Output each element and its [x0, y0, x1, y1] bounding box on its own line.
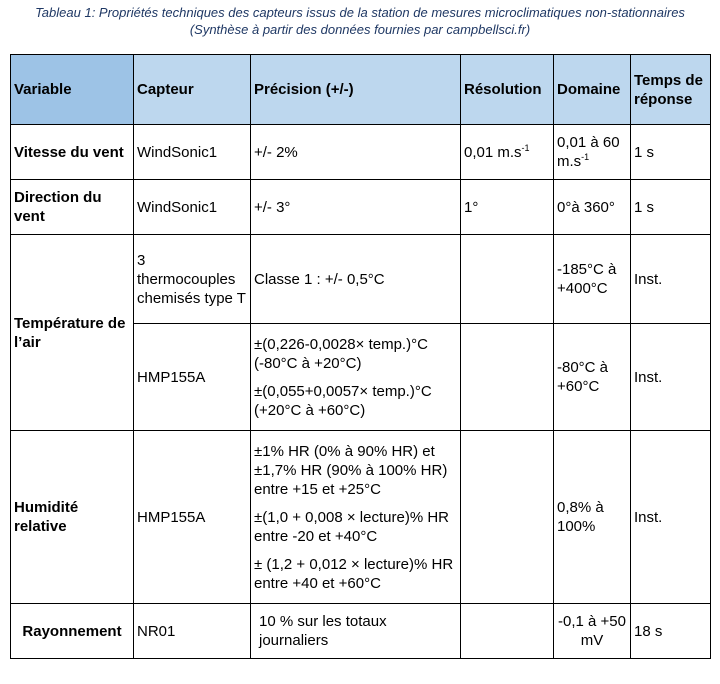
capteur-cell: NR01 — [134, 604, 251, 659]
variable-cell: Humidité relative — [11, 431, 134, 604]
resolution-cell — [461, 235, 554, 324]
temps-cell: 18 s — [631, 604, 711, 659]
header-precision: Précision (+/-) — [251, 55, 461, 125]
variable-cell: Vitesse du vent — [11, 125, 134, 180]
temps-cell: 1 s — [631, 180, 711, 235]
header-temps: Temps de réponse — [631, 55, 711, 125]
header-domaine: Domaine — [554, 55, 631, 125]
precision-cell: +/- 3° — [251, 180, 461, 235]
header-row — [11, 55, 711, 125]
domaine-cell: 0,01 à 60 $m.s^{-1}$ — [554, 125, 631, 180]
precision-line: ±1% HR (0% à 90% HR) et ±1,7% HR (90% à 100% HR) entre +15 et +25°C — [254, 442, 448, 498]
table-row — [11, 180, 711, 235]
capteur-cell: HMP155A — [134, 324, 251, 431]
capteur-cell: WindSonic1 — [134, 125, 251, 180]
temps-cell: Inst. — [631, 235, 711, 324]
caption-line-1: Tableau 1: Propriétés techniques des capteurs issus de la station de mesures microclimatiques non-stationnaires — [35, 5, 685, 20]
precision-cell: 10 % sur les totaux journaliers — [251, 604, 461, 659]
sensor-properties-table — [10, 54, 711, 659]
precision-cell — [251, 431, 461, 604]
variable-cell: Rayonnement — [11, 604, 134, 659]
table-row — [11, 235, 711, 324]
precision-cell: Classe 1 : +/- 0,5°C — [251, 235, 461, 324]
temps-cell: Inst. — [631, 324, 711, 431]
resolution-cell — [461, 431, 554, 604]
header-variable: Variable — [11, 55, 134, 125]
resolution-cell — [461, 324, 554, 431]
domaine-cell: -185°C à +400°C — [554, 235, 631, 324]
precision-cell — [251, 324, 461, 431]
capteur-cell: HMP155A — [134, 431, 251, 604]
table-row — [11, 125, 711, 180]
precision-line: ±(0,226-0,0028× temp.)°C (-80°C à +20°C) — [254, 335, 428, 372]
variable-cell: Direction du vent — [11, 180, 134, 235]
table-caption — [0, 4, 720, 38]
resolution-cell: 1° — [461, 180, 554, 235]
precision-cell: +/- 2% — [251, 125, 461, 180]
header-resolution: Résolution — [461, 55, 554, 125]
precision-line: ±(1,0 + 0,008 × lecture)% HR entre -20 et +40°C — [254, 508, 449, 545]
domaine-cell: 0,8% à 100% — [554, 431, 631, 604]
domaine-cell: 0°à 360° — [554, 180, 631, 235]
temps-cell: 1 s — [631, 125, 711, 180]
precision-line: ±(0,055+0,0057× temp.)°C (+20°C à +60°C) — [254, 382, 432, 419]
capteur-cell: WindSonic1 — [134, 180, 251, 235]
domaine-cell: -80°C à +60°C — [554, 324, 631, 431]
precision-line: ± (1,2 + 0,012 × lecture)% HR entre +40 et +60°C — [254, 555, 454, 592]
table-row — [11, 431, 711, 604]
variable-cell: Température de l’air — [11, 235, 134, 431]
resolution-cell — [461, 604, 554, 659]
temps-cell: Inst. — [631, 431, 711, 604]
caption-line-2: (Synthèse à partir des données fournies par campbellsci.fr) — [189, 22, 531, 37]
header-capteur: Capteur — [134, 55, 251, 125]
table-row — [11, 604, 711, 659]
capteur-cell: 3 thermocouples chemisés type T — [134, 235, 251, 324]
domaine-cell: -0,1 à +50 mV — [554, 604, 631, 659]
resolution-cell: 0,01 $m.s^{-1}$ — [461, 125, 554, 180]
